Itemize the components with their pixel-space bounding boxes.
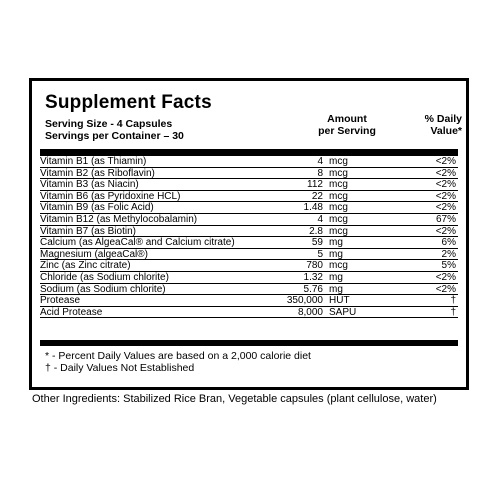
nutrient-name: Protease <box>40 295 81 307</box>
nutrient-dv: † <box>450 306 456 318</box>
nutrient-unit: mcg <box>329 179 348 191</box>
nutrient-dv: <2% <box>435 271 456 283</box>
nutrient-unit: HUT <box>329 295 350 307</box>
nutrient-row <box>40 260 458 272</box>
nutrient-name: Sodium (as Sodium chlorite) <box>40 283 166 295</box>
footer-divider <box>40 340 458 346</box>
nutrient-name: Vitamin B3 (as Niacin) <box>40 179 139 191</box>
nutrient-unit: mcg <box>329 190 348 202</box>
nutrient-amount: 59 <box>311 237 323 249</box>
nutrient-name: Vitamin B7 (as Biotin) <box>40 225 136 237</box>
nutrient-amount: 2.8 <box>309 225 323 237</box>
daily-value-column-header <box>392 113 462 137</box>
nutrient-dv: <2% <box>435 179 456 191</box>
nutrient-name: Vitamin B2 (as Riboflavin) <box>40 167 155 179</box>
nutrient-name: Zinc (as Zinc citrate) <box>40 260 131 272</box>
nutrient-name: Vitamin B9 (as Folic Acid) <box>40 202 154 214</box>
nutrient-row <box>40 226 458 238</box>
nutrient-dv: <2% <box>435 190 456 202</box>
nutrient-unit: mg <box>329 283 343 295</box>
nutrient-row <box>40 179 458 191</box>
nutrient-name: Vitamin B6 (as Pyridoxine HCL) <box>40 190 181 202</box>
nutrient-dv: <2% <box>435 283 456 295</box>
nutrient-row <box>40 168 458 180</box>
nutrient-amount: 5.76 <box>303 283 323 295</box>
nutrient-name: Vitamin B1 (as Thiamin) <box>40 156 147 167</box>
nutrient-amount: 1.32 <box>303 271 323 283</box>
nutrient-amount: 8,000 <box>297 306 323 318</box>
servings-per-container: Servings per Container – 30 <box>45 130 184 142</box>
nutrient-row <box>40 272 458 284</box>
dv-header-line2: Value* <box>430 125 462 137</box>
nutrient-amount: 22 <box>311 190 323 202</box>
nutrient-name: Calcium (as AlgeaCal® and Calcium citrate) <box>40 237 235 249</box>
nutrient-dv: 6% <box>441 237 456 249</box>
footnote-not-established: † - Daily Values Not Established <box>45 362 195 374</box>
supplement-facts-panel <box>29 78 469 390</box>
nutrient-unit: mcg <box>329 202 348 214</box>
nutrient-name: Acid Protease <box>40 306 103 318</box>
nutrient-amount: 112 <box>307 179 323 191</box>
nutrient-row <box>40 237 458 249</box>
nutrient-row <box>40 307 458 319</box>
nutrient-rows <box>40 156 458 318</box>
other-ingredients: Other Ingredients: Stabilized Rice Bran, Vegetable capsules (plant cellulose, water) <box>32 393 437 405</box>
amount-header-line1: Amount <box>327 113 367 125</box>
nutrient-unit: mcg <box>329 225 348 237</box>
nutrient-name: Chloride (as Sodium chlorite) <box>40 271 169 283</box>
nutrient-dv: † <box>450 295 456 307</box>
nutrient-amount: 1.48 <box>303 202 323 214</box>
nutrient-row <box>40 284 458 296</box>
nutrient-dv: <2% <box>435 225 456 237</box>
nutrient-unit: mg <box>329 237 343 249</box>
nutrient-dv: 2% <box>441 248 456 260</box>
nutrient-dv: 67% <box>435 213 456 225</box>
nutrient-name: Vitamin B12 (as Methylocobalamin) <box>40 213 198 225</box>
panel-title: Supplement Facts <box>45 92 212 113</box>
nutrient-unit: mcg <box>329 167 348 179</box>
nutrient-unit: SAPU <box>329 306 357 318</box>
header-divider <box>40 149 458 156</box>
footnote-daily-value: * - Percent Daily Values are based on a 2,000 calorie diet <box>45 350 311 362</box>
nutrient-row <box>40 191 458 203</box>
nutrient-amount: 8 <box>317 167 323 179</box>
dv-header-line1: % Daily <box>424 113 462 125</box>
nutrient-amount: 4 <box>317 156 323 167</box>
nutrient-row <box>40 214 458 226</box>
nutrient-dv: 5% <box>441 260 456 272</box>
nutrient-unit: mcg <box>329 260 348 272</box>
nutrient-dv: <2% <box>435 202 456 214</box>
nutrient-amount: 4 <box>317 213 323 225</box>
serving-size: Serving Size - 4 Capsules <box>45 118 173 130</box>
nutrient-unit: mg <box>329 271 343 283</box>
nutrient-row <box>40 295 458 307</box>
nutrient-row <box>40 249 458 261</box>
amount-header-line2: per Serving <box>318 125 376 137</box>
nutrient-amount: 350,000 <box>286 295 323 307</box>
amount-column-header <box>292 113 402 137</box>
nutrient-amount: 5 <box>317 248 323 260</box>
nutrient-unit: mcg <box>329 213 348 225</box>
nutrient-unit: mg <box>329 248 343 260</box>
nutrient-name: Magnesium (algeaCal®) <box>40 248 148 260</box>
nutrient-row <box>40 156 458 168</box>
nutrient-row <box>40 202 458 214</box>
nutrient-amount: 780 <box>306 260 323 272</box>
nutrient-unit: mcg <box>329 156 348 167</box>
nutrient-dv: <2% <box>435 167 456 179</box>
nutrient-dv: <2% <box>435 156 456 167</box>
